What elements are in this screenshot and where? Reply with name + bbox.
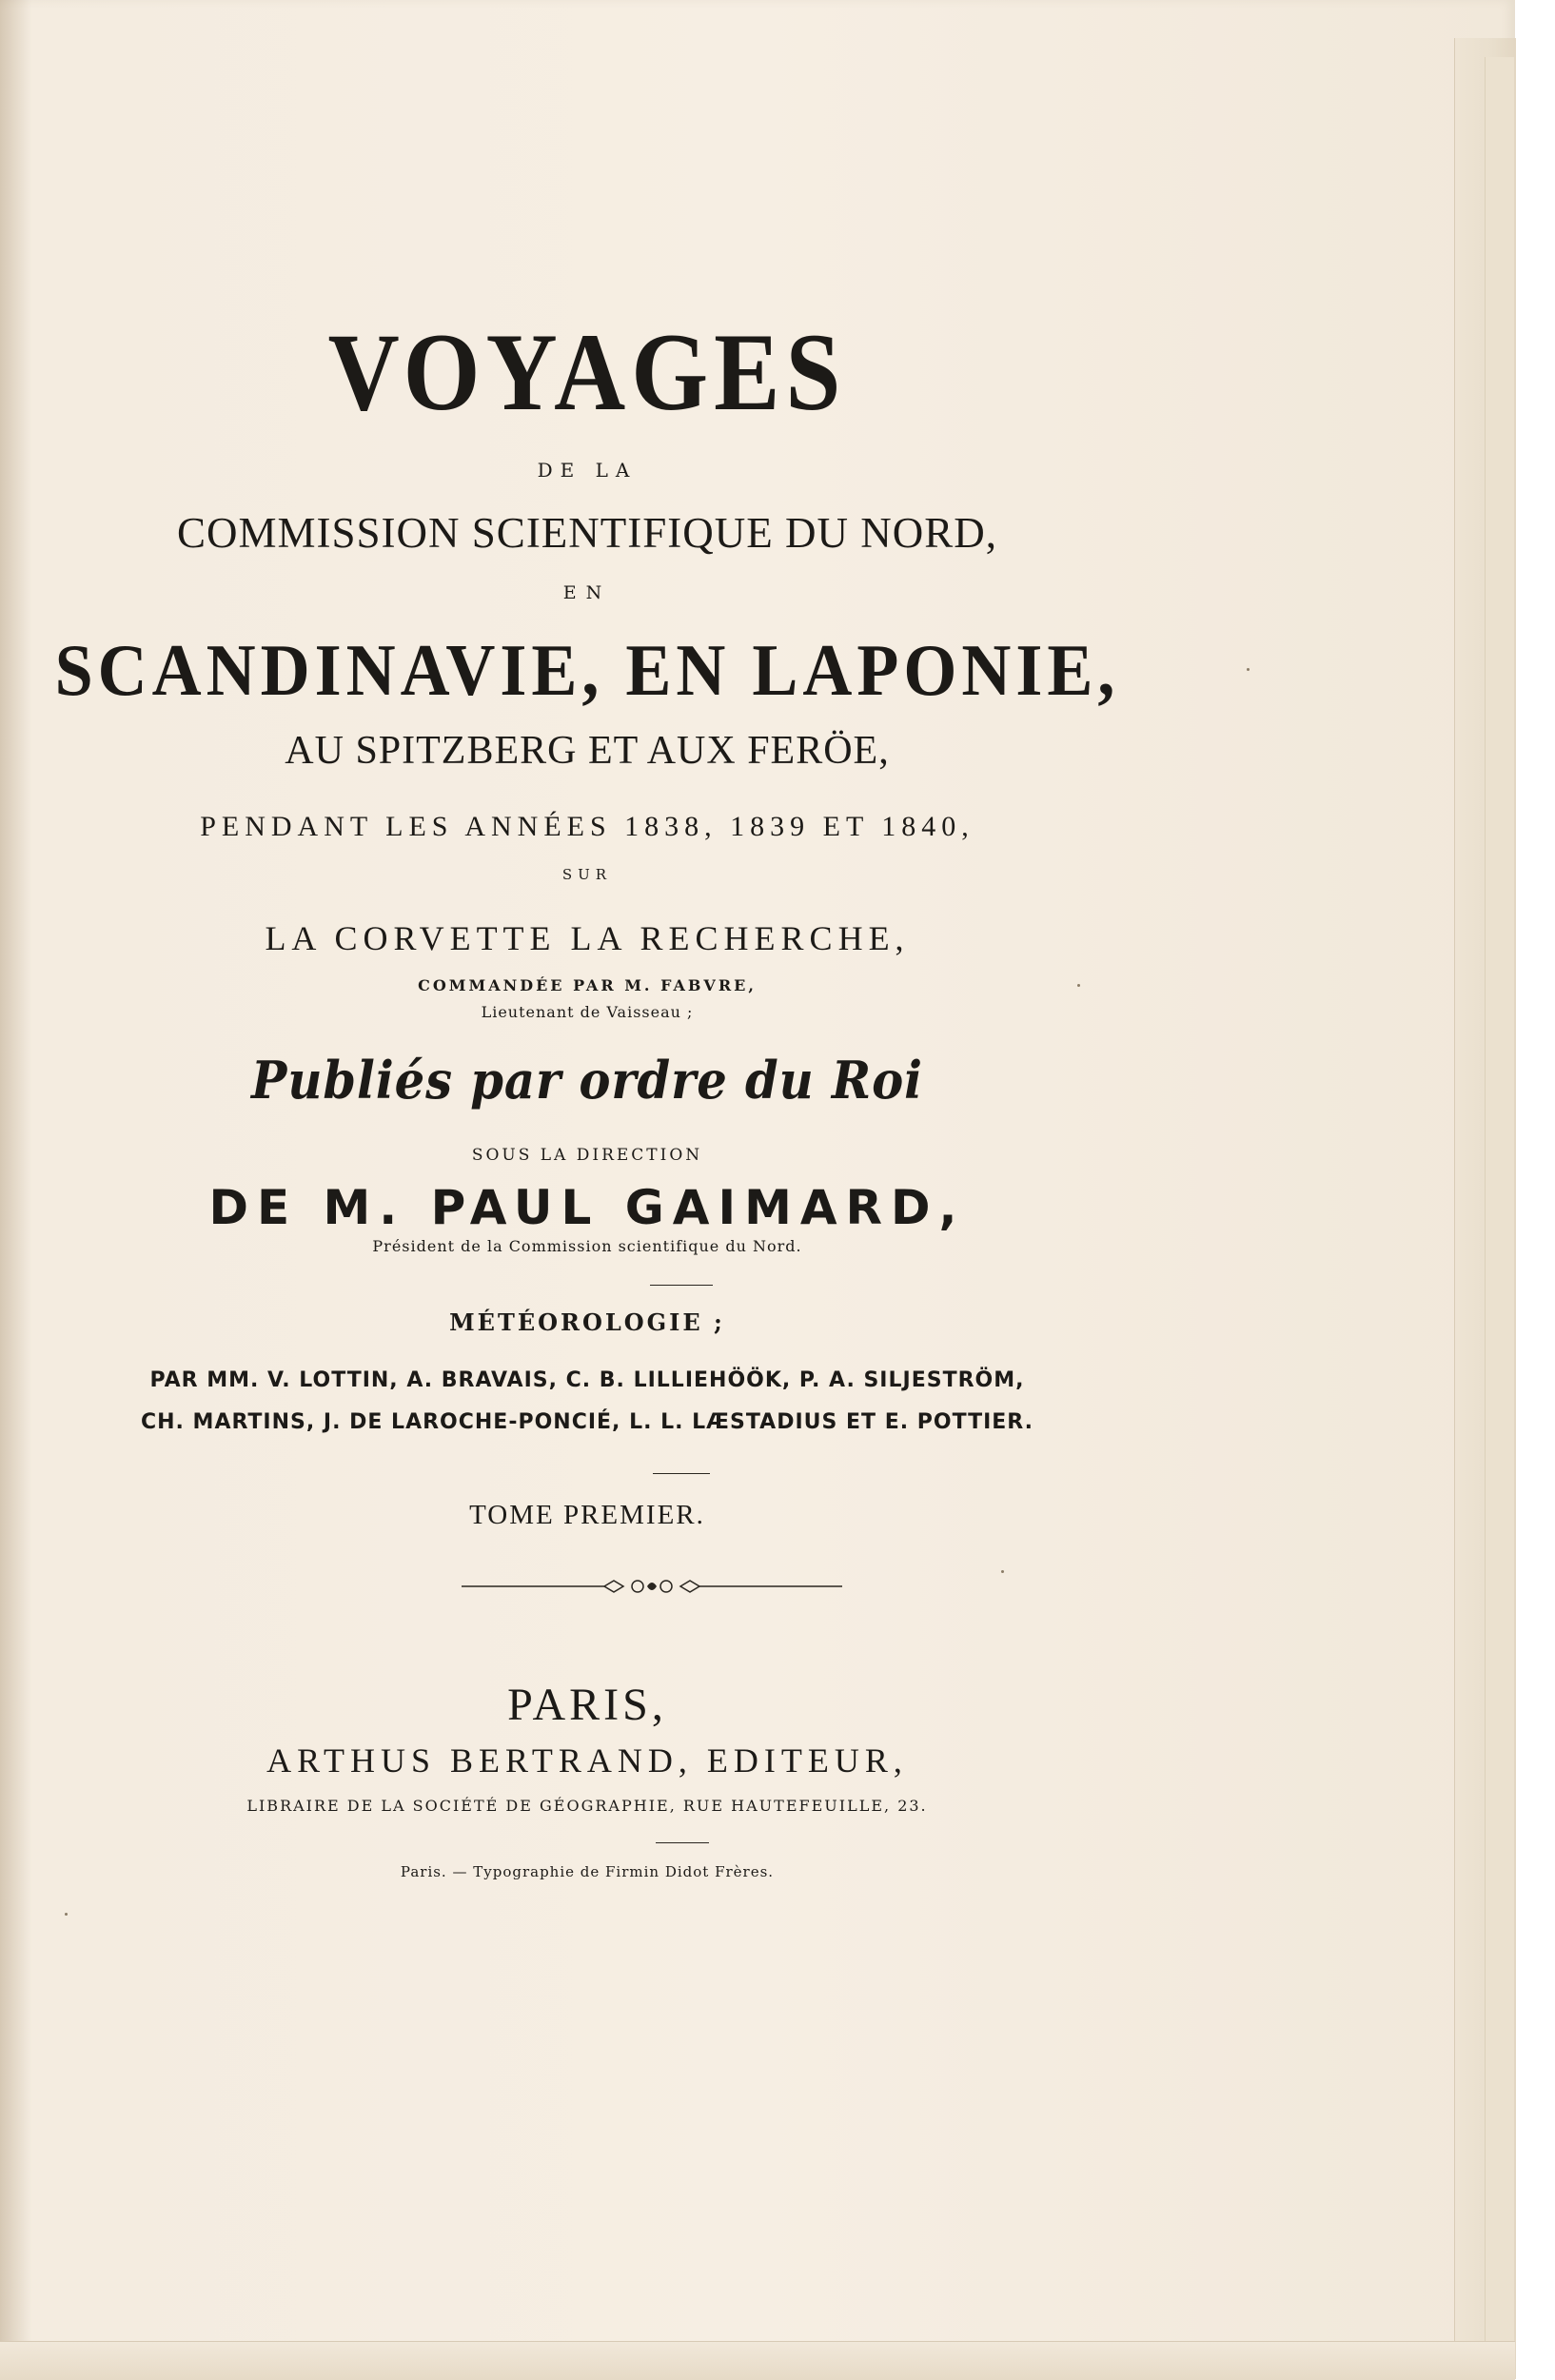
direction-line: SOUS LA DIRECTION [471, 1146, 703, 1165]
paper-speck [1001, 1570, 1004, 1573]
city-line: PARIS, [507, 1680, 667, 1730]
years-line: PENDANT LES ANNÉES 1838, 1839 ET 1840, [200, 811, 974, 842]
divider-rule [650, 1285, 713, 1286]
de-la-line: DE LA [537, 459, 638, 482]
printer-line: Paris. — Typographie de Firmin Didot Frères. [400, 1863, 775, 1880]
volume-line: TOME PREMIER. [469, 1500, 705, 1530]
paper-speck [1077, 984, 1080, 987]
published-by-order: Publiés par ordre du Roi [251, 1050, 923, 1111]
paper-speck [65, 1913, 68, 1916]
commander-rank: Lieutenant de Vaisseau ; [481, 1003, 694, 1021]
commander-line: COMMANDÉE PAR M. FABVRE, [418, 976, 757, 994]
divider-rule [653, 1473, 710, 1474]
address-line: LIBRAIRE DE LA SOCIÉTÉ DE GÉOGRAPHIE, RUE HAUTEFEUILLE, 23. [246, 1797, 928, 1815]
authors-line-2: CH. MARTINS, J. DE LAROCHE-PONCIÉ, L. L. LÆSTADIUS ET E. POTTIER. [140, 1410, 1034, 1434]
bottom-page-edge [0, 2341, 1515, 2380]
regions-line-2: AU SPITZBERG ET AUX FERÖE, [285, 729, 890, 773]
page-edge-inner [1485, 57, 1514, 2379]
ornament-rule [462, 1576, 842, 1597]
regions-line: SCANDINAVIE, EN LAPONIE, [54, 628, 1120, 712]
subject-line: MÉTÉOROLOGIE ; [449, 1308, 725, 1336]
director-name: DE M. PAUL GAIMARD, [208, 1180, 966, 1235]
authors-line-1: PAR MM. V. LOTTIN, A. BRAVAIS, C. B. LILLIEHÖÖK, P. A. SILJESTRÖM, [149, 1368, 1025, 1392]
en-line: EN [562, 582, 612, 603]
paper-speck [1247, 668, 1250, 671]
director-title: Président de la Commission scientifique du Nord. [372, 1237, 802, 1255]
title: VOYAGES [327, 311, 847, 434]
sur-line: SUR [561, 866, 613, 883]
divider-rule [656, 1842, 709, 1843]
commission-line: COMMISSION SCIENTIFIQUE DU NORD, [176, 509, 998, 557]
ship-line: LA CORVETTE LA RECHERCHE, [265, 919, 910, 957]
publisher-line: ARTHUS BERTRAND, EDITEUR, [266, 1741, 908, 1780]
